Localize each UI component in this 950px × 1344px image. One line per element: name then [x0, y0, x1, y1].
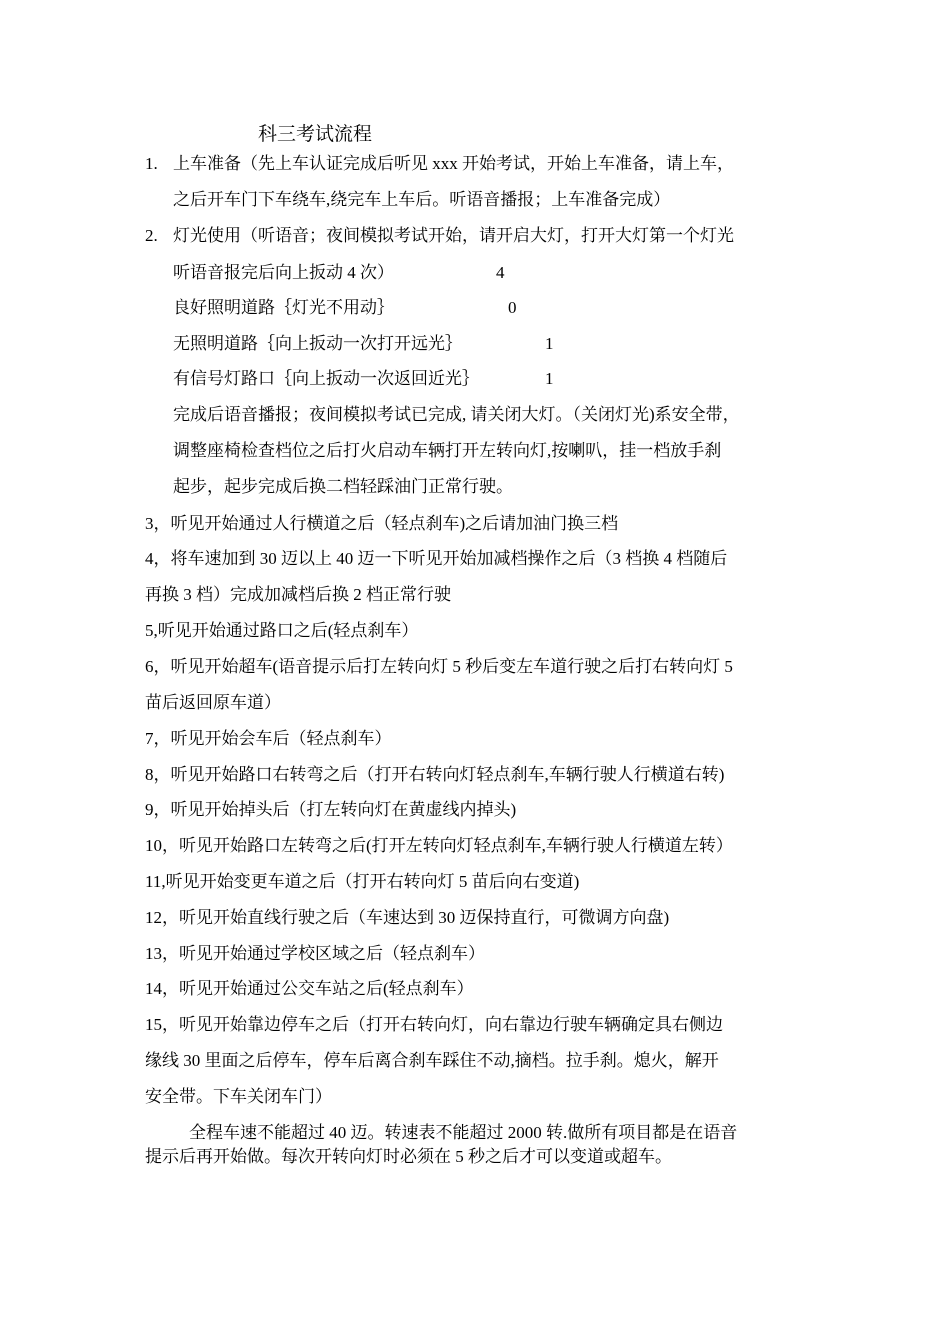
note-line-2: 提示后再开始做。每次开转向灯时必须在 5 秒之后才可以变道或超车。 — [145, 1147, 672, 1166]
item-6-line-1: 6，听见开始超车(语音提示后打左转向灯 5 秒后变左车道行驶之后打右转向灯 5 — [145, 657, 733, 676]
item-3-line: 3，听见开始通过人行横道之后（轻点刹车)之后请加油门换三档 — [145, 514, 619, 533]
light-row-2-text: 良好照明道路｛灯光不用动｝ — [173, 298, 394, 317]
item-2-number: 2. — [145, 226, 158, 245]
light-row-3-value: 1 — [545, 334, 554, 353]
item-2-line-6: 完成后语音播报；夜间模拟考试已完成, 请关闭大灯。（关闭灯光)系安全带， — [173, 405, 740, 424]
note-line-1: 全程车速不能超过 40 迈。转速表不能超过 2000 转.做所有项目都是在语音 — [189, 1123, 738, 1142]
item-9-line: 9，听见开始掉头后（打左转向灯在黄虚线内掉头) — [145, 800, 517, 819]
document-title: 科三考试流程 — [258, 124, 373, 145]
item-15-line-2: 缘线 30 里面之后停车，停车后离合刹车踩住不动,摘档。拉手刹。熄火，解开 — [145, 1051, 719, 1070]
item-11-line: 11,听见开始变更车道之后（打开右转向灯 5 苗后向右变道) — [145, 872, 580, 891]
item-6-line-2: 苗后返回原车道） — [145, 693, 281, 712]
light-row-1-value: 4 — [496, 263, 505, 282]
item-5-line: 5,听见开始通过路口之后(轻点刹车） — [145, 621, 419, 640]
item-8-line: 8，听见开始路口右转弯之后（打开右转向灯轻点刹车,车辆行驶人行横道右转) — [145, 765, 725, 784]
item-12-line: 12，听见开始直线行驶之后（车速达到 30 迈保持直行，可微调方向盘) — [145, 908, 670, 927]
light-row-4-value: 1 — [545, 369, 554, 388]
item-15-line-1: 15，听见开始靠边停车之后（打开右转向灯，向右靠边行驶车辆确定具右侧边 — [145, 1015, 723, 1034]
item-14-line: 14，听见开始通过公交车站之后(轻点刹车） — [145, 979, 474, 998]
light-row-2-value: 0 — [508, 298, 517, 317]
item-7-line: 7，听见开始会车后（轻点刹车） — [145, 729, 392, 748]
item-4-line-1: 4，将车速加到 30 迈以上 40 迈一下听见开始加减档操作之后（3 档换 4 档随后 — [145, 549, 728, 568]
item-4-line-2: 再换 3 档）完成加减档后换 2 档正常行驶 — [145, 585, 451, 604]
item-13-line: 13，听见开始通过学校区域之后（轻点刹车） — [145, 944, 485, 963]
item-1-number: 1. — [145, 154, 158, 173]
item-2-line-8: 起步，起步完成后换二档轻踩油门正常行驶。 — [173, 477, 513, 496]
item-1-line-1: 上车准备（先上车认证完成后听见 xxx 开始考试，开始上车准备，请上车， — [173, 154, 734, 173]
item-2-line-7: 调整座椅检查档位之后打火启动车辆打开左转向灯,按喇叭，挂一档放手刹 — [173, 441, 722, 460]
item-15-line-3: 安全带。下车关闭车门） — [145, 1087, 332, 1106]
light-row-1-text: 听语音报完后向上扳动 4 次） — [173, 263, 394, 282]
light-row-4-text: 有信号灯路口｛向上扳动一次返回近光｝ — [173, 369, 479, 388]
item-1-line-2: 之后开车门下车绕车,绕完车上车后。听语音播报；上车准备完成） — [173, 190, 671, 209]
item-2-line-1: 灯光使用（听语音；夜间模拟考试开始，请开启大灯，打开大灯第一个灯光 — [173, 226, 734, 245]
item-10-line: 10，听见开始路口左转弯之后(打开左转向灯轻点刹车,车辆行驶人行横道左转） — [145, 836, 733, 855]
light-row-3-text: 无照明道路｛向上扳动一次打开远光｝ — [173, 334, 462, 353]
